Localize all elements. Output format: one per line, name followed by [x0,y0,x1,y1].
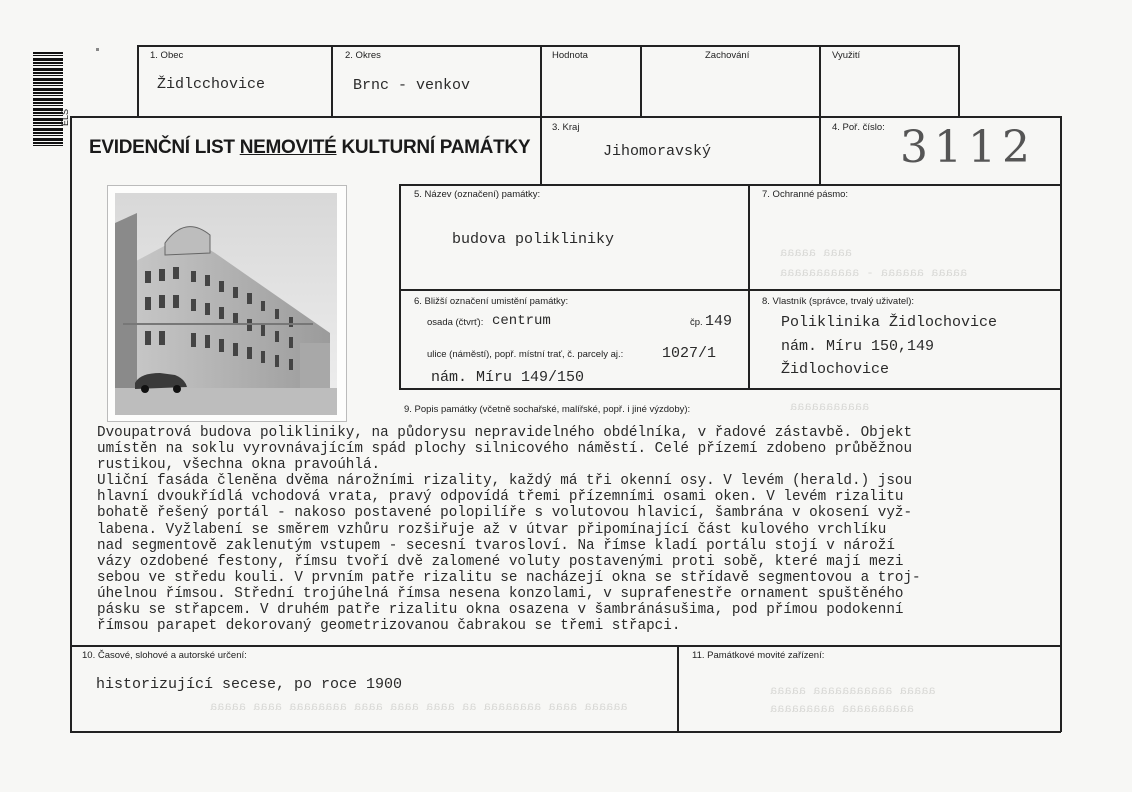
rule [399,184,1061,186]
cp-value: 149 [705,313,733,330]
rule [677,645,679,732]
ulice-label: ulice (náměstí), popř. místní trať, č. parcely aj.: [427,349,624,360]
bleed-through: aaaaa aaaaaa - aaaaaaaaaaa [780,266,968,280]
bleed-through: aaaaaa aaaa aaaaaaaa aa aaaa aaaa aaaa aaaaaaaa aaaa aaaaa [210,700,628,714]
barcode-label: ELS [60,108,70,126]
popis-line: hlavní dvoukřídlá vchodová vrata, pravý odpovídá třemi přízemními osami oken. V levém rizalitu [97,489,904,506]
popis-line: rustikou, všechna okna pravoúhlá. [97,457,381,474]
vlastnik-line-3: Židlochovice [781,361,890,378]
parcela-value: 1027/1 [662,345,717,362]
popis-line: vázy ozdobené festony, římsu tvoří dvě zalomené voluty postavenými proti sobě, které mají mezi [97,553,904,570]
popis-label: 9. Popis památky (včetně sochařské, malířské, popř. i jiné výzdoby): [404,404,691,415]
popis-text [97,425,1052,634]
popis-line: Dvoupatrová budova polikliniky, na půdorysu nepravidelného obdélníka, v řadové zástavbě. Objekt [97,425,913,441]
popis-line: labena. Vyžlabení se směrem vzhůru rozšiřuje až v útvar připomínající část kulového vrchlíku [97,521,887,538]
popis-line: římsou parapet dekorovaný geometrizovanou čabrakou se třemi střapci. [97,618,681,635]
popis-line: bohatě řešený portál - nakoso postavené polopilíře s volutovou hlavicí, šambrána v okosení vyž- [97,505,913,522]
rule [70,645,1061,647]
obec-value: Židlcchovice [157,76,266,93]
nazev-label: 5. Název (označení) památky: [414,189,541,200]
building-photo-image [115,193,337,415]
title-suffix: KULTURNÍ PAMÁTKY [336,137,531,158]
rule [399,184,401,389]
casove-label: 10. Časové, slohové a autorské určení: [82,650,247,661]
ochranne-pasmo-label: 7. Ochranné pásmo: [762,189,849,200]
rule [958,45,960,117]
okres-label: 2. Okres [345,50,381,61]
casove-value: historizující secese, po roce 1900 [96,676,403,693]
kraj-label: 3. Kraj [552,122,580,133]
rule [540,45,542,185]
rule [137,45,959,47]
por-cislo-value: 3112 [900,122,1036,173]
osada-value: centrum [492,313,551,329]
popis-line: úhelnou římsou. Střední trojúhelná římsa nesena konzolami, v suprafenestře ornament spuštěného [97,585,904,602]
rule [70,116,1061,118]
vlastnik-label: 8. Vlastník (správce, trvalý uživatel): [762,296,915,307]
vlastnik-line-1: Poliklinika Židlochovice [781,314,998,331]
vyuziti-label: Využití [832,50,861,61]
popis-line: umístěn na soklu vyrovnávajícím spád plochy silnicového náměstí. Celé přízemí zdobeno průběžnou [97,441,913,458]
nazev-value: budova polikliniky [452,231,615,248]
rule [819,45,821,185]
rule [399,289,1061,291]
rule [331,45,333,117]
rule [748,184,750,389]
popis-line: nad segmentově zaklenutým vstupem - secesní tvarosloví. Na římse kladí portálu stojí v nároží [97,537,895,554]
barcode [33,52,63,146]
umisteni-label: 6. Bližší označení umistění památky: [414,296,569,307]
ulice-value: nám. Míru 149/150 [431,369,585,386]
rule [399,388,1061,390]
popis-line: pásku se střapcem. V druhém patře rizalitu okna osazena v šambránásušima, pod přímou podokenní [97,602,904,619]
rule [1060,116,1062,732]
page-title [89,137,530,159]
por-cislo-label: 4. Poř. číslo: [832,122,885,133]
okres-value: Brnc - venkov [353,77,471,94]
rule [137,45,139,117]
rule [70,731,1061,733]
kraj-value: Jihomoravský [603,143,712,160]
vlastnik-line-2: nám. Míru 150,149 [781,338,935,355]
bleed-through: aaaa aaaaa [780,246,853,260]
cp-label: čp. [690,317,703,328]
zachovani-label: Zachování [705,50,750,61]
title-prefix: EVIDENČNÍ LIST [89,137,240,158]
osada-label: osada (čtvrť): [427,317,484,328]
bleed-through: aaaaa aaaaaaaaaaa aaaaa [770,684,936,698]
rule [640,45,642,117]
movite-label: 11. Památkové movité zařízení: [692,650,825,661]
bleed-through: aaaaaaaaaa aaaaaaaaa [770,702,915,716]
scan-mark [96,48,99,51]
building-photo [107,185,347,422]
obec-label: 1. Obec [150,50,184,61]
rule [70,116,72,732]
title-underlined: NEMOVITÉ [239,137,337,158]
hodnota-label: Hodnota [552,50,588,61]
popis-line: sebou ve středu kouli. V prvním patře rizalitu se nacházejí okna se střídavě segmentovou a troj- [97,569,921,586]
popis-line: Uliční fasáda členěna dvěma nárožními rizality, každý má tři okenní osy. V levém (herald.) jsou [97,473,913,490]
bleed-through: aaaaaaaaaaa [790,400,870,414]
